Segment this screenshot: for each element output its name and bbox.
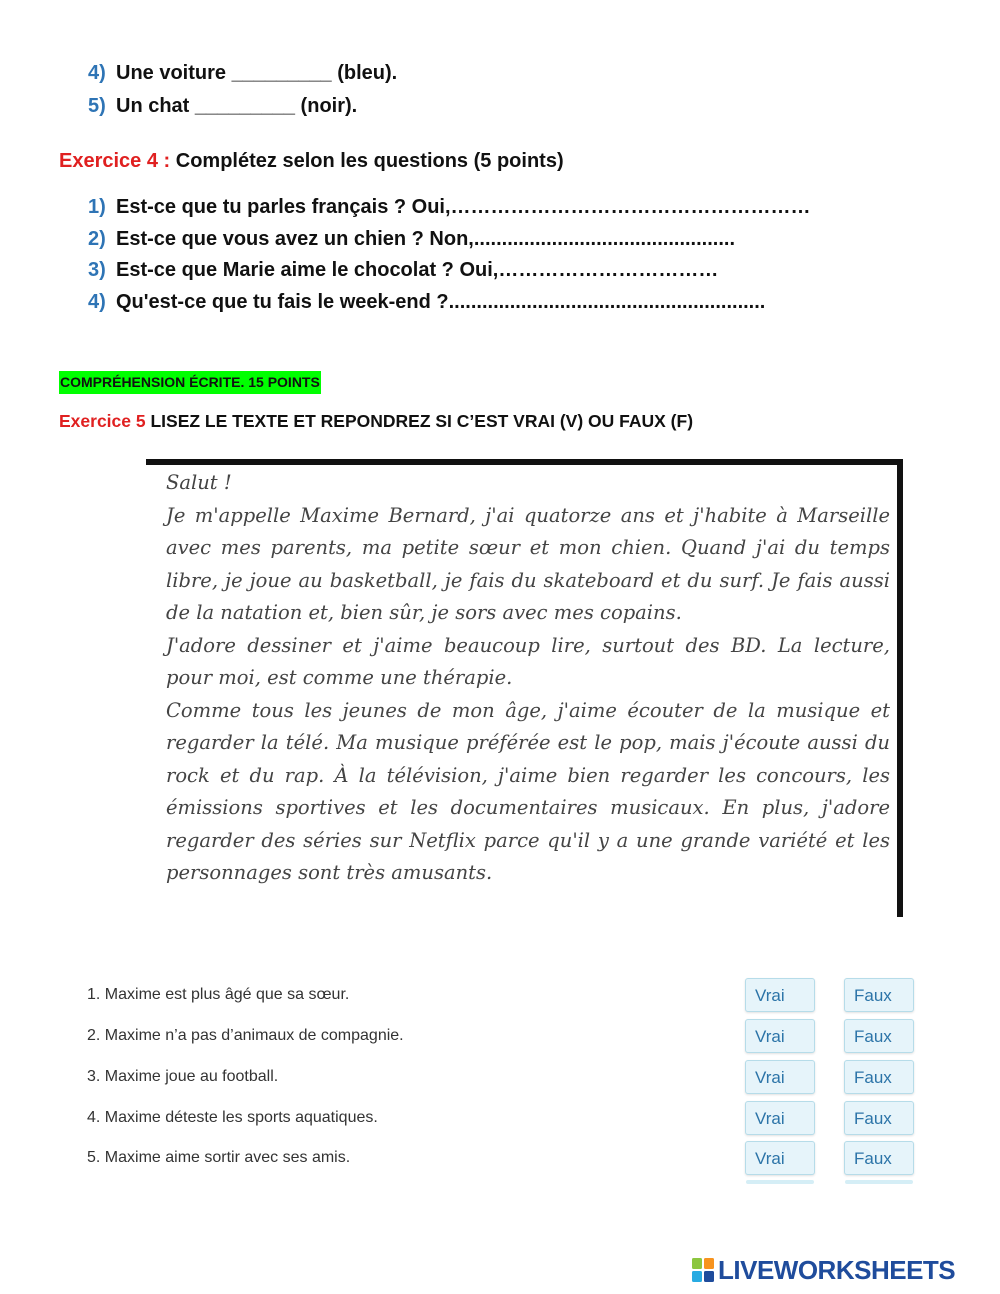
exercise-4-label: Exercice 4 : <box>59 150 171 172</box>
exercise-5-title <box>59 411 693 432</box>
item-text: Est-ce que vous avez un chien ? Non,............................................... <box>116 228 736 250</box>
item-text: Est-ce que tu parles français ? Oui,……………………………………………… <box>116 196 811 218</box>
vrai-button[interactable]: Vrai <box>745 1141 815 1175</box>
reading-passage <box>146 459 903 917</box>
logo-text: LIVEWORKSHEETS <box>718 1255 956 1285</box>
vrai-button[interactable]: Vrai <box>745 1060 815 1094</box>
button-remnant <box>746 1180 814 1184</box>
statement-row-4 <box>87 1101 917 1137</box>
button-remnant <box>845 1180 913 1184</box>
exercise-3-item-5 <box>88 95 357 118</box>
faux-button[interactable]: Faux <box>844 1060 914 1094</box>
passage-paragraph-1: Je m'appelle Maxime Bernard, j'ai quatorze ans et j'habite à Marseille avec mes parents, ma petite sœur et mon chien. Quand j'ai du temps libre, je joue au basketball, je fais du skateboard et du surf. Je fais aussi de la natation et, bien sûr, je sors avec mes copains. <box>166 503 890 624</box>
statement-row-3 <box>87 1060 917 1096</box>
statement-text: 1. Maxime est plus âgé que sa sœur. <box>87 986 350 1003</box>
item-number: 4) <box>88 291 106 313</box>
vrai-button[interactable]: Vrai <box>745 1019 815 1053</box>
item-number: 5) <box>88 95 106 117</box>
exercise-4-instruction: Complétez selon les questions (5 points) <box>175 150 564 172</box>
item-text: Un chat _________ (noir). <box>116 95 358 117</box>
statement-text: 5. Maxime aime sortir avec ses amis. <box>87 1149 351 1166</box>
passage-paragraph-2: J'adore dessiner et j'aime beaucoup lire, surtout des BD. La lecture, pour moi, est comme une thérapie. <box>166 633 890 689</box>
exercise-5-label: Exercice 5 <box>59 411 146 431</box>
passage-text <box>166 467 890 890</box>
exercise-5-instruction: LISEZ LE TEXTE ET REPONDREZ SI C’EST VRAI (V) OU FAUX (F) <box>150 411 694 431</box>
statement-text: 4. Maxime déteste les sports aquatiques. <box>87 1109 378 1126</box>
item-number: 3) <box>88 259 106 281</box>
faux-button[interactable]: Faux <box>844 978 914 1012</box>
faux-button[interactable]: Faux <box>844 1019 914 1053</box>
comprehension-section-header: COMPRÉHENSION ÉCRITE. 15 POINTS <box>59 371 321 394</box>
exercise-4-title <box>59 150 564 173</box>
passage-right-border <box>897 459 903 917</box>
statement-row-1 <box>87 978 917 1014</box>
statement-row-5 <box>87 1141 917 1177</box>
exercise-4-item-1 <box>88 196 811 219</box>
faux-button[interactable]: Faux <box>844 1101 914 1135</box>
passage-greeting: Salut ! <box>166 471 232 494</box>
exercise-4-item-2 <box>88 228 735 251</box>
statement-text: 2. Maxime n’a pas d’animaux de compagnie. <box>87 1027 404 1044</box>
passage-top-border <box>146 459 903 465</box>
statement-text: 3. Maxime joue au football. <box>87 1068 279 1085</box>
liveworksheets-logo-icon <box>692 1258 714 1282</box>
item-text: Qu'est-ce que tu fais le week-end ?......................................................... <box>116 291 766 313</box>
passage-paragraph-3: Comme tous les jeunes de mon âge, j'aime écouter de la musique et regarder la télé. Ma musique préférée est le pop, mais j'écoute aussi du rock et du rap. À la télévision, j'aime bien regarder les concours, les émissions sportives et les documentaires musicaux. En plus, j'adore regarder des séries sur Netflix parce qu'il y a une grande variété et les personnages sont très amusants. <box>166 698 890 884</box>
vrai-button[interactable]: Vrai <box>745 978 815 1012</box>
statement-row-2 <box>87 1019 917 1055</box>
vrai-button[interactable]: Vrai <box>745 1101 815 1135</box>
exercise-3-item-4 <box>88 62 397 85</box>
item-text: Une voiture _________ (bleu). <box>116 62 398 84</box>
item-number: 4) <box>88 62 106 84</box>
item-number: 2) <box>88 228 106 250</box>
item-text: Est-ce que Marie aime le chocolat ? Oui,…………………………… <box>116 259 719 281</box>
exercise-4-item-4 <box>88 291 765 314</box>
exercise-4-item-3 <box>88 259 718 282</box>
faux-button[interactable]: Faux <box>844 1141 914 1175</box>
item-number: 1) <box>88 196 106 218</box>
